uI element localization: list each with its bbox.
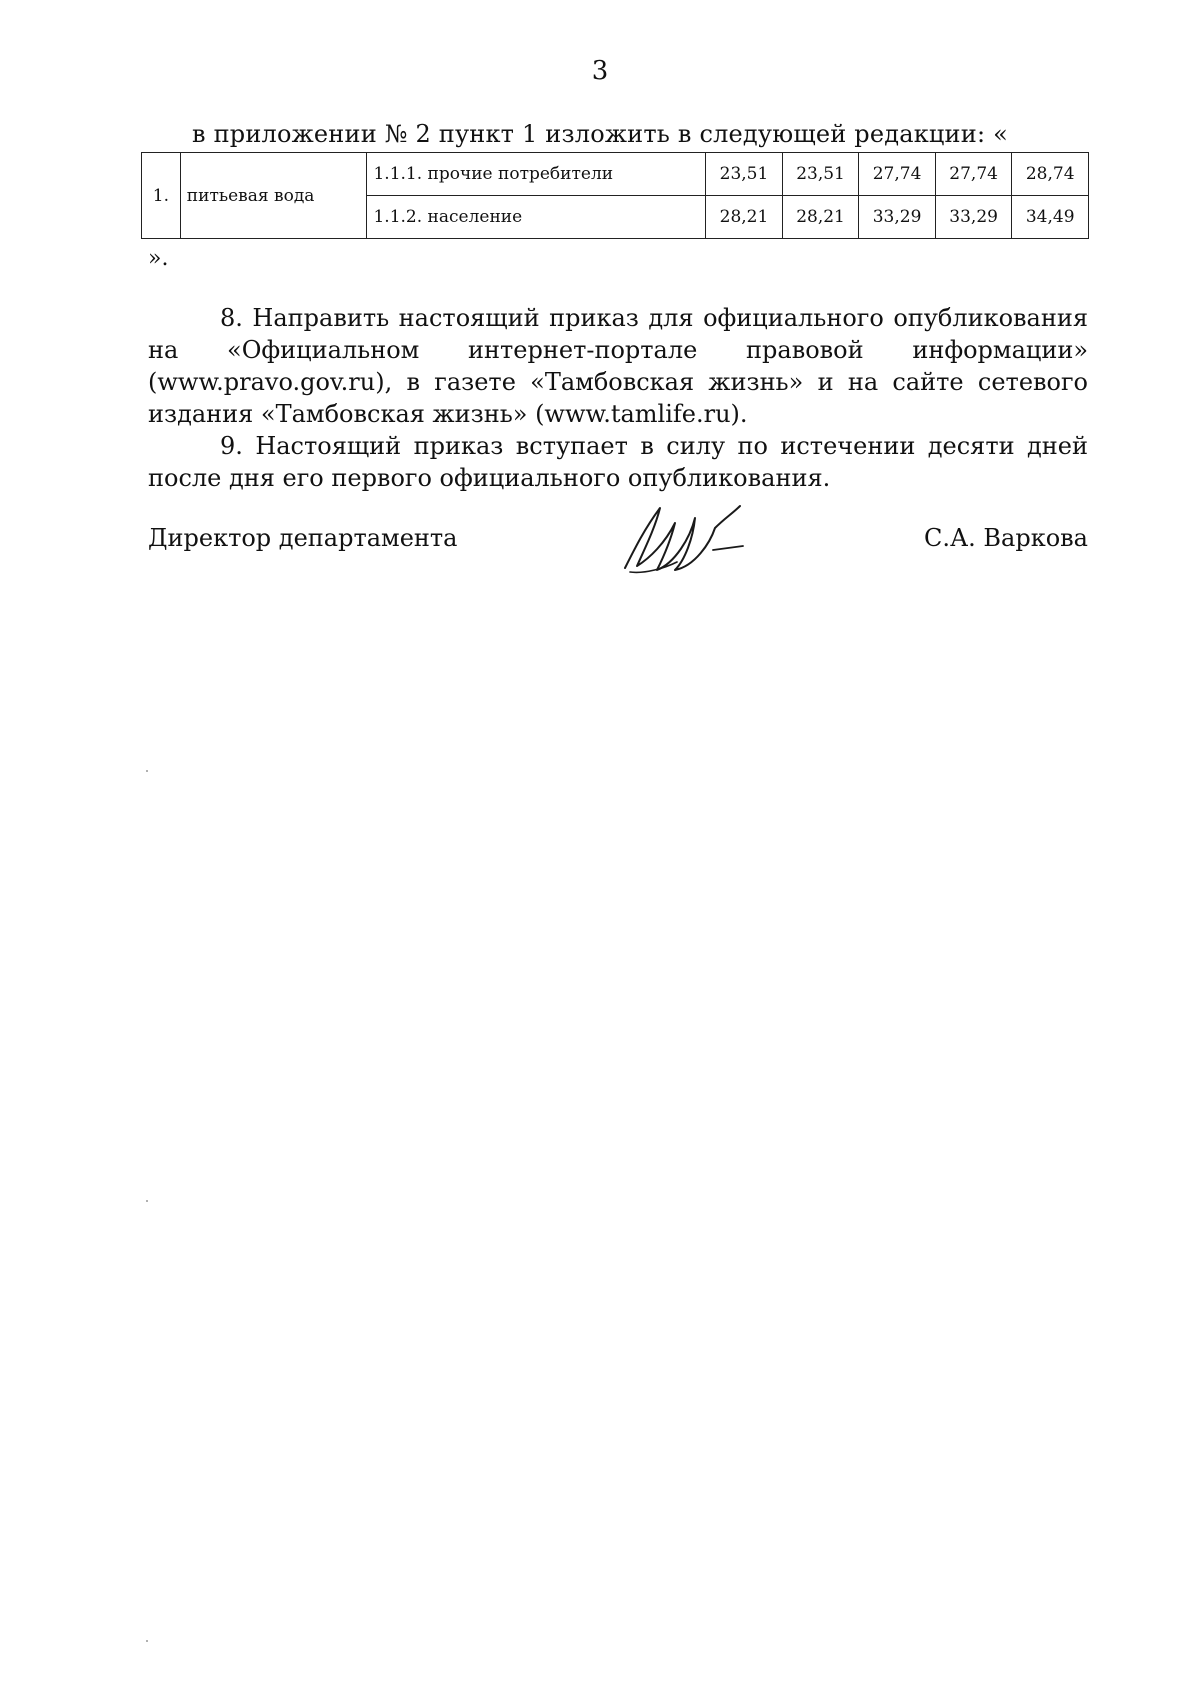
signatory-title: Директор департамента (148, 524, 458, 552)
tariff-table (141, 152, 1089, 239)
table-cell: 23,51 (706, 153, 783, 196)
scan-speck (146, 770, 148, 772)
row-number: 1. (142, 153, 181, 239)
scan-speck (146, 1640, 148, 1642)
table-cell: 23,51 (782, 153, 859, 196)
table-cell: 28,74 (1012, 153, 1089, 196)
subitem-label: 1.1.2. население (367, 196, 706, 239)
closing-quote: ». (148, 246, 169, 271)
scan-speck (146, 1200, 148, 1202)
page-number: 3 (591, 56, 609, 86)
table-cell: 27,74 (935, 153, 1012, 196)
signatory-name: С.А. Варкова (923, 524, 1088, 552)
handwritten-signature (615, 488, 775, 578)
table-cell: 33,29 (859, 196, 936, 239)
table-cell: 34,49 (1012, 196, 1089, 239)
table-row (142, 153, 1089, 196)
table-cell: 27,74 (859, 153, 936, 196)
paragraph-9: 9. Настоящий приказ вступает в силу по истечении десяти дней после дня его первого официального опубликования. (148, 432, 1088, 492)
paragraph-8: 8. Направить настоящий приказ для официального опубликования на «Официальном интернет-портале правовой информации» (www.pravo.gov.ru), в газете «Тамбовская жизнь» и на сайте сетевого издания «Тамбовская жизнь» (www.tamlife.ru). (148, 304, 1088, 428)
item-name: питьевая вода (180, 153, 367, 239)
table-cell: 28,21 (782, 196, 859, 239)
table-cell: 28,21 (706, 196, 783, 239)
table-cell: 33,29 (935, 196, 1012, 239)
intro-text: в приложении № 2 пункт 1 изложить в следующей редакции: « (192, 120, 1008, 148)
subitem-label: 1.1.1. прочие потребители (367, 153, 706, 196)
